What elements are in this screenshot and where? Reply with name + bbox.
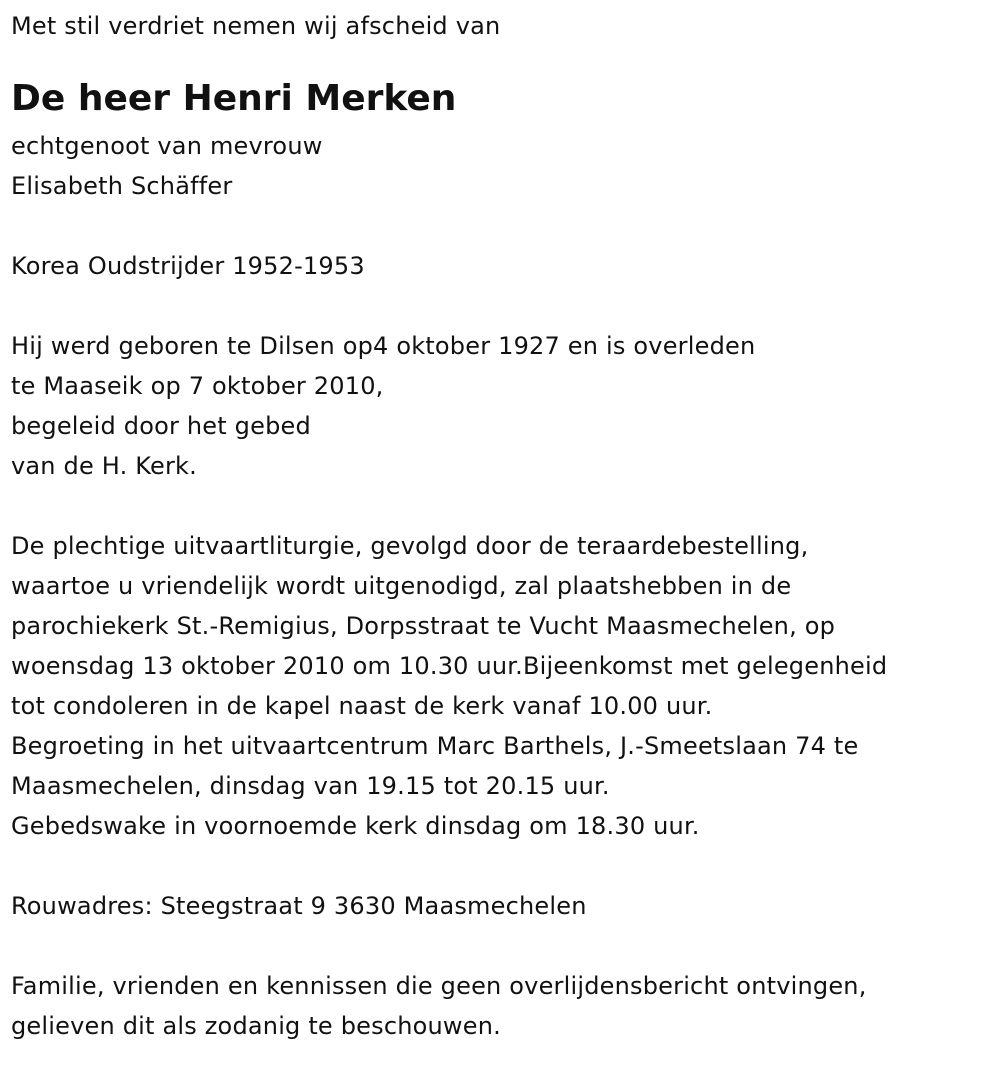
funeral-block — [11, 526, 991, 846]
funeral-line: De plechtige uitvaartliturgie, gevolgd door de teraardebestelling, — [11, 532, 809, 560]
funeral-line: Gebedswake in voornoemde kerk dinsdag om 18.30 uur. — [11, 812, 700, 840]
closing-block — [11, 966, 991, 1046]
intro-text: Met stil verdriet nemen wij afscheid van — [11, 12, 501, 40]
birth-death-block — [11, 326, 991, 486]
closing-line: Familie, vrienden en kennissen die geen overlijdensbericht ontvingen, — [11, 972, 867, 1000]
funeral-line: parochiekerk St.-Remigius, Dorpsstraat te Vucht Maasmechelen, op — [11, 612, 836, 640]
veteran-block — [11, 246, 991, 286]
funeral-line: Begroeting in het uitvaartcentrum Marc Barthels, J.-Smeetslaan 74 te — [11, 732, 859, 760]
spouse-name: Elisabeth Schäffer — [11, 172, 233, 200]
veteran-text: Korea Oudstrijder 1952-1953 — [11, 252, 365, 280]
obituary-notice — [11, 0, 991, 1046]
closing-line: gelieven dit als zodanig te beschouwen. — [11, 1012, 501, 1040]
funeral-line: tot condoleren in de kapel naast de kerk vanaf 10.00 uur. — [11, 692, 713, 720]
address-block — [11, 886, 991, 926]
deceased-name: De heer Henri Merken — [11, 78, 457, 119]
mourning-address: Rouwadres: Steegstraat 9 3630 Maasmechelen — [11, 892, 587, 920]
funeral-line: Maasmechelen, dinsdag van 19.15 tot 20.15 uur. — [11, 772, 610, 800]
birth-death-line: te Maaseik op 7 oktober 2010, — [11, 372, 384, 400]
birth-death-line: begeleid door het gebed — [11, 412, 311, 440]
funeral-line: waartoe u vriendelijk wordt uitgenodigd, zal plaatshebben in de — [11, 572, 792, 600]
birth-death-line: Hij werd geboren te Dilsen op4 oktober 1927 en is overleden — [11, 332, 756, 360]
birth-death-line: van de H. Kerk. — [11, 452, 197, 480]
spouse-line: echtgenoot van mevrouw — [11, 132, 323, 160]
funeral-line: woensdag 13 oktober 2010 om 10.30 uur.Bijeenkomst met gelegenheid — [11, 652, 888, 680]
spouse-block — [11, 126, 991, 206]
